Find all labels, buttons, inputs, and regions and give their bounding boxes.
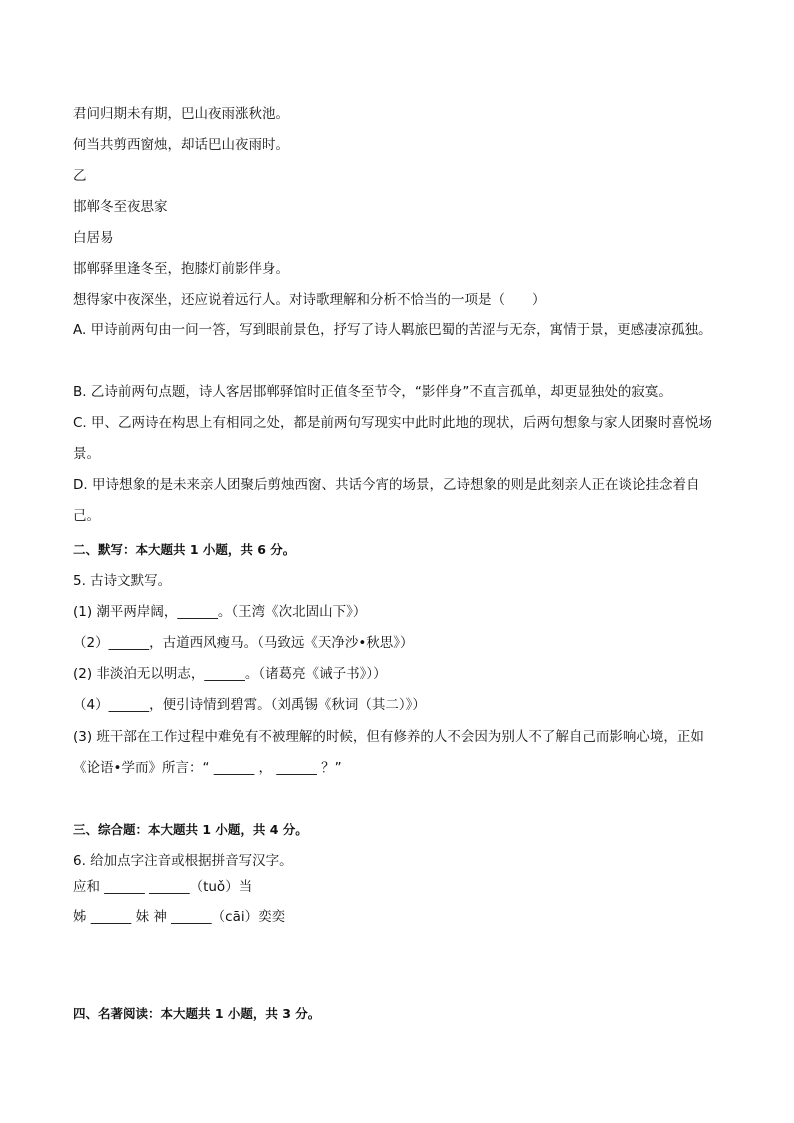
poem-yi-author: 白居易 [73,230,114,246]
question-6-row-2: 姊 ______ 妹 神 ______（cāi）奕奕 [73,909,286,925]
question-5-item-5: (3) 班干部在工作过程中难免有不被理解的时候，但有修养的人不会因为别人不了解自己而影响心境，正如《论语•学而》所言：“ ______ ， ______ ？” [73,729,704,776]
section-3-heading: 三、综合题：本大题共 1 小题，共 4 分。 [73,822,308,837]
question-6-title: 6. 给加点字注音或根据拼音写汉字。 [73,853,293,869]
option-a: A. 甲诗前两句由一问一答，写到眼前景色，抒写了诗人羁旅巴蜀的苦涩与无奈，寓情于景，更感凄凉孤独。 [73,322,712,338]
poem-jia-line-3: 君问归期未有期，巴山夜雨涨秋池。 [73,106,289,122]
section-4-heading: 四、名著阅读：本大题共 1 小题，共 3 分。 [73,1006,321,1021]
question-5-title: 5. 古诗文默写。 [73,573,172,589]
question-5-item-2: （2）______，古道西风瘦马。（马致远《天净沙•秋思》） [73,635,414,651]
section-2-heading: 二、默写：本大题共 1 小题，共 6 分。 [73,542,296,557]
question-5-item-3: (2) 非淡泊无以明志，______。（诸葛亮《诫子书》）） [73,666,387,682]
poem-yi-title: 邯郸冬至夜思家 [73,199,168,215]
poem-yi-label: 乙 [73,168,87,184]
question-5-item-4: （4）______，便引诗情到碧霄。（刘禹锡《秋词（其二）》） [73,697,426,713]
question-5-item-1: (1) 潮平两岸阔，______。（王湾《次北固山下》） [73,604,367,620]
option-b: B. 乙诗前两句点题，诗人客居邯郸驿馆时正值冬至节令，“影伴身”不直言孤单，却更显独处的寂寞。 [73,384,672,400]
option-c: C. 甲、乙两诗在构思上有相同之处，都是前两句写现实中此时此地的现状，后两句想象与家人团聚时喜悦场景。 [73,415,713,462]
poem-yi-line-2-question: 想得家中夜深坐，还应说着远行人。对诗歌理解和分析不恰当的一项是（ ） [73,292,546,308]
option-d: D. 甲诗想象的是未来亲人团聚后剪烛西窗、共话今宵的场景，乙诗想象的则是此刻亲人正在谈论挂念着自己。 [73,477,700,524]
poem-jia-line-4: 何当共剪西窗烛，却话巴山夜雨时。 [73,137,289,153]
question-6-row-1: 应和 ______ ______（tuǒ）当 [73,879,253,895]
poem-yi-line-1: 邯郸驿里逢冬至，抱膝灯前影伴身。 [73,261,289,277]
